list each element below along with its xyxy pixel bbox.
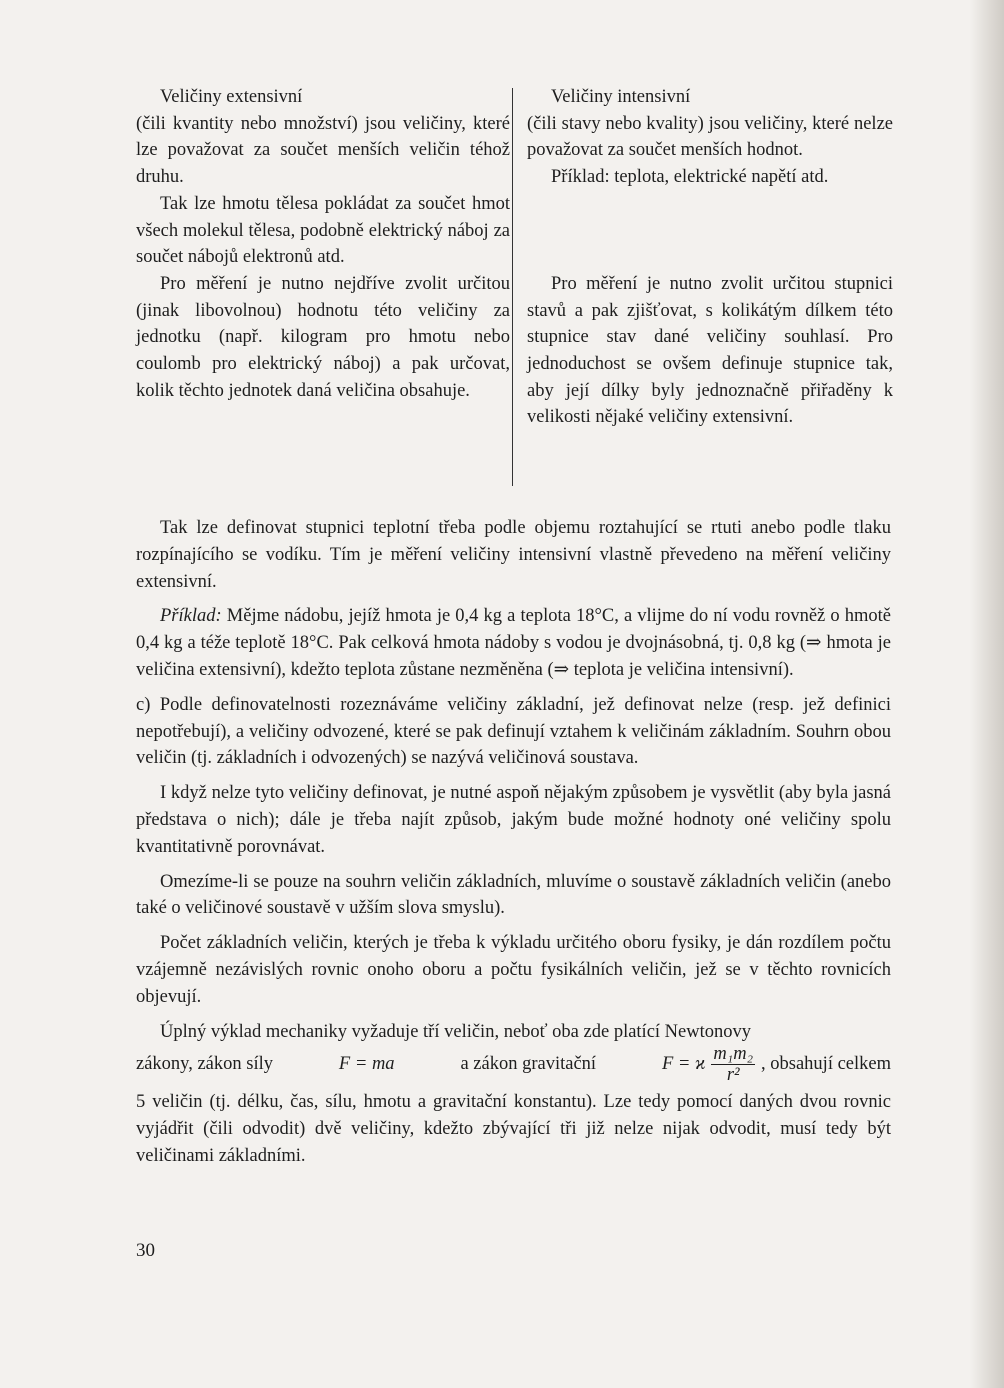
right-column-heading: Veličiny intensivní — [551, 87, 691, 107]
paragraph-base-system: Omezíme-li se pouze na souhrn veličin základních, mluvíme o soustavě základních veličin (anebo také o veličinové soustavě v užším slova smyslu). — [136, 871, 891, 919]
right-column-definition: (čili stavy nebo kvality) jsou veličiny, které nelze považovat za součet menších hodnot. — [527, 113, 893, 161]
paragraph-explanation: I když nelze tyto veličiny definovat, je nutné aspoň nějakým způsobem je vysvětlit (aby byla jasná představa o nich); dále je třeba najít způsob, jakým bude možné hodnoty oné veličiny spolu kvantitativně porovnávat. — [136, 783, 891, 857]
left-column-extensive — [136, 84, 510, 404]
page-number: 30 — [136, 1240, 155, 1261]
gravitation-formula — [662, 1044, 891, 1085]
gravitation-fraction — [711, 1044, 755, 1085]
right-column-intensive — [527, 84, 893, 431]
left-column-heading: Veličiny extensivní — [160, 87, 303, 107]
paragraph-mechanics-intro: Úplný výklad mechaniky vyžaduje tří veličin, neboť oba zde platící Newtonovy — [160, 1021, 751, 1042]
left-column-definition: (čili kvantity nebo množství) jsou veličiny, které lze považovat za součet menších veličin téhož druhu. — [136, 113, 510, 188]
force-formula: F = ma — [338, 1053, 395, 1074]
paragraph-conclusion: 5 veličin (tj. délku, čas, sílu, hmotu a gravitační konstantu). Lze tedy pomocí daných dvou rovnic vyjádřit (čili odvodit) dvě veličiny, kdežto zbývající tři již nelze nijak odvodit, musí tedy být veličinami základními. — [136, 1092, 891, 1166]
paragraph-temperature-scale: Tak lze definovat stupnici teplotní třeba podle objemu roztahující se rtuti anebo podle tlaku rozpínajícího se vodíku. Tím je měření veličiny intensivní vlastně převedeno na měření veličiny extensivní. — [136, 518, 891, 592]
example-label: Příklad: — [160, 606, 222, 627]
formula-pre-text: zákony, zákon síly — [136, 1053, 273, 1074]
gravitation-lhs: F = ϰ — [661, 1053, 706, 1074]
fraction-denominator: r² — [726, 1064, 740, 1085]
right-column-measurement: Pro měření je nutno zvolit určitou stupnici stavů a pak zjišťovat, s kolikátým dílkem této stupnice stav dané veličiny souhlasí. Pro jednoduchost se ovšem definuje stupnice tak, aby její dílky byly jednoznačně přiřaděny k velikosti nějaké veličiny extensivní. — [527, 273, 893, 428]
paragraph-example — [136, 603, 891, 683]
formula-mid-text: a zákon gravitační — [460, 1053, 597, 1074]
column-divider — [512, 88, 513, 486]
example-text: Mějme nádobu, jejíž hmota je 0,4 kg a teplota 18°C, a vlijme do ní vodu rovněž o hmotě 0,4 kg a téže teplotě 18°C. Pak celková hmota nádoby s vodou je dvojnásobná, tj. 0,8 kg (⇒ hmota je veličina extensivní), kdežto teplota zůstane nezměněna (⇒ teplota je veličina intensivní). — [136, 606, 891, 680]
formula-post-text: , obsahují celkem — [761, 1053, 891, 1074]
fraction-numerator: m₁m₂ — [713, 1043, 754, 1064]
page-edge-shadow — [970, 0, 1004, 1388]
paragraph-definability: c) Podle definovatelnosti rozeznáváme veličiny základní, jež definovat nelze (resp. jež definici nepotřebují), a veličiny odvozené, které se pak definují vztahem k veličinám základním. Souhrn obou veličin (tj. základních i odvozených) se nazývá veličinová soustava. — [136, 694, 891, 769]
left-column-example: Tak lze hmotu tělesa pokládat za součet hmot všech molekul tělesa, podobně elektrický náboj za součet nábojů elektronů atd. — [136, 193, 510, 268]
formula-line — [136, 1039, 891, 1089]
paragraph-count: Počet základních veličin, kterých je třeba k výkladu určitého oboru fysiky, je dán rozdílem počtu vzájemně nezávislých rovnic onoho oboru a počtu fysikálních veličin, jež se v těchto rovnicích objevují. — [136, 933, 891, 1007]
main-text — [136, 515, 891, 1178]
left-column-measurement: Pro měření je nutno nejdříve zvolit určitou (jinak libovolnou) hodnotu této veličiny za jednotku (např. kilogram pro hmotu nebo coulomb pro elektrický náboj) a pak určovat, kolik těchto jednotek daná veličina obsahuje. — [136, 273, 510, 401]
right-column-example: Příklad: teplota, elektrické napětí atd. — [551, 167, 829, 188]
